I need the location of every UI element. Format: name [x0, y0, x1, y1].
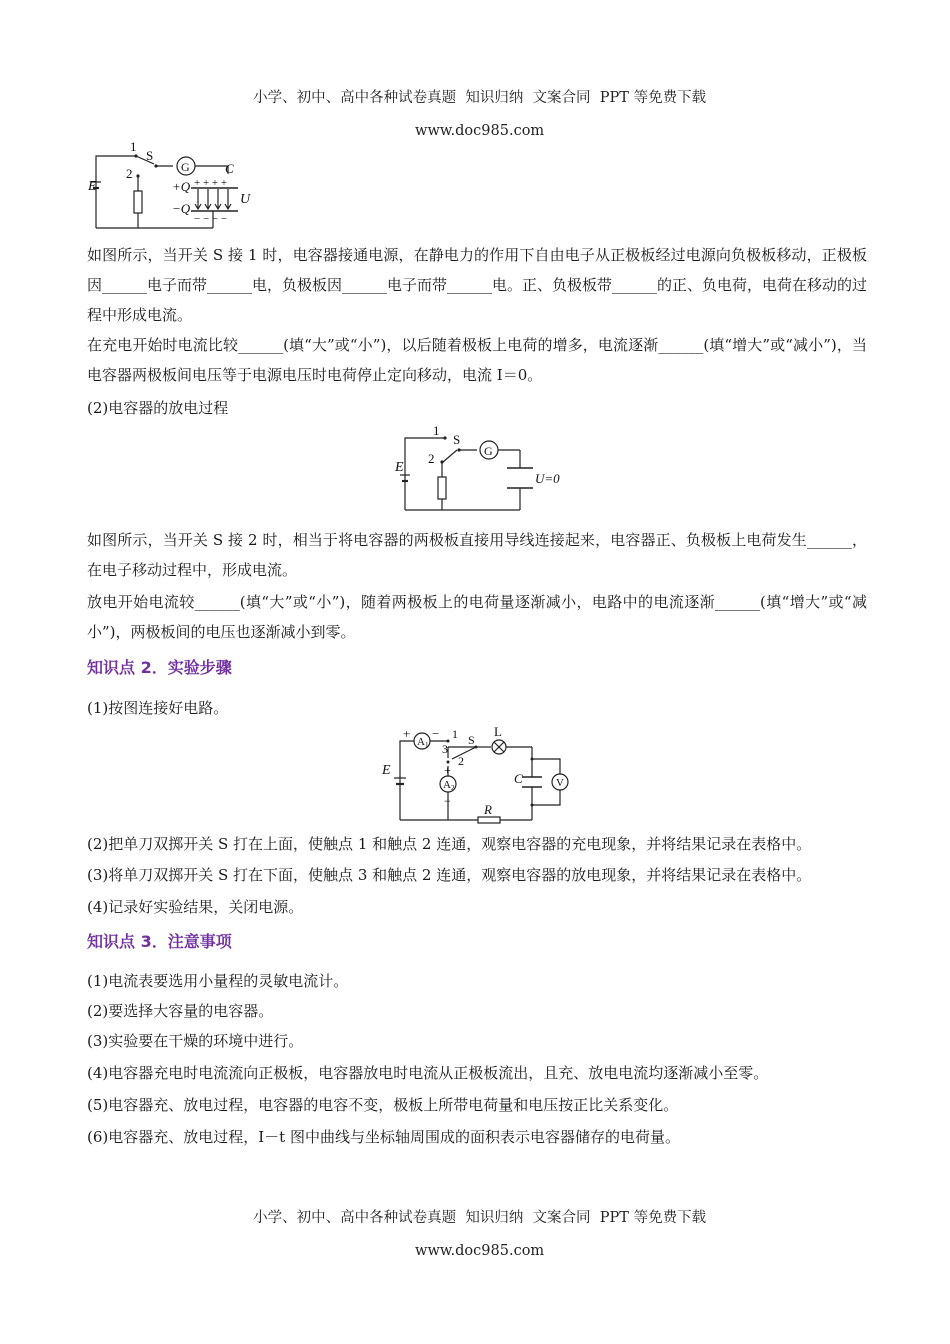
- header-url: www.doc985.com: [415, 123, 545, 139]
- note-6: (6)电容器充、放电过程，I－t 图中曲线与坐标轴周围成的面积表示电容器储存的电荷量。: [87, 1128, 680, 1146]
- header-text: 小学、初中、高中各种试卷真题 知识归纳 文案合同 PPT 等免费下载: [253, 90, 707, 106]
- resistor-label: R: [484, 802, 492, 817]
- step-1: (1)按图连接好电路。: [87, 699, 229, 717]
- fig3-contact-3: 3: [442, 742, 448, 756]
- note-2: (2)要选择大容量的电容器。: [87, 1002, 274, 1020]
- a1-plus-terminal: +: [403, 726, 411, 741]
- note-3: (3)实验要在干燥的环境中进行。: [87, 1032, 304, 1050]
- fig2-voltage-label: U=0: [535, 471, 560, 486]
- fig3-switch-label: S: [468, 733, 475, 747]
- step-3: (3)将单刀双掷开关 S 打在下面，使触点 3 和触点 2 连通，观察电容器的放电现象，并将结果记录在表格中。: [87, 866, 812, 884]
- section-3-heading: 知识点 3．注意事项: [87, 932, 232, 951]
- charging-current-paragraph: 在充电开始时电流比较______(填“大”或“小”)，以后随着极板上电荷的增多，电流逐渐______(填“增大”或“减小”)，当电容器两极板间电压等于电源电压时电荷停止定向移动，电流 I＝0。: [87, 336, 867, 384]
- fig2-contact-1: 1: [433, 423, 440, 438]
- a2-minus-terminal: −: [444, 794, 451, 808]
- fig3-contact-1: 1: [452, 727, 458, 741]
- fig3-contact-2: 2: [458, 754, 464, 768]
- charging-paragraph: 如图所示，当开关 S 接 1 时，电容器接通电源，在静电力的作用下自由电子从正极板经过电源向负极板移动，正极板因______电子而带______电，负极板因______电子而带______电。正、负极板带______的正、负电荷，电荷在移动的过程中形成电流。: [87, 246, 868, 324]
- voltmeter-symbol: V: [556, 777, 564, 789]
- charging-circuit-diagram: [88, 138, 263, 238]
- footer-url: www.doc985.com: [415, 1243, 545, 1259]
- fig2-contact-2: 2: [428, 451, 435, 466]
- fig1-voltage-label: U: [240, 192, 251, 207]
- fig1-capacitor-label: C: [225, 161, 234, 176]
- negative-charge-label: −Q: [172, 201, 191, 216]
- galvanometer-symbol: G: [181, 160, 190, 174]
- discharge-current-paragraph: 放电开始电流较______(填“大”或“小”)，随着两极板上的电荷量逐渐减小，电路中的电流逐渐______(填“增大”或“减小”)，两极板间的电压也逐渐减小到零。: [87, 593, 867, 641]
- a1-minus-terminal: −: [432, 726, 440, 741]
- plate-plus-signs: + + + +: [194, 177, 228, 189]
- fig3-source-label: E: [382, 763, 391, 778]
- discharge-title: (2)电容器的放电过程: [87, 399, 229, 417]
- fig3-capacitor-label: C: [514, 771, 523, 786]
- a2-plus-terminal: +: [444, 763, 451, 777]
- step-2: (2)把单刀双掷开关 S 打在上面，使触点 1 和触点 2 连通，观察电容器的充电现象，并将结果记录在表格中。: [87, 835, 812, 853]
- ammeter-a2-symbol: A2: [443, 779, 455, 792]
- note-5: (5)电容器充、放电过程，电容器的电容不变，极板上所带电荷量和电压按正比关系变化。: [87, 1096, 679, 1114]
- section-2-heading: 知识点 2．实验步骤: [87, 658, 232, 677]
- positive-charge-label: +Q: [172, 179, 191, 194]
- fig2-switch-label: S: [453, 432, 461, 447]
- fig1-source-label: E: [88, 179, 97, 194]
- plate-minus-signs: − − − −: [194, 213, 228, 225]
- page-footer: [0, 1190, 950, 1259]
- note-1: (1)电流表要选用小量程的灵敏电流计。: [87, 972, 349, 990]
- fig2-source-label: E: [395, 460, 404, 475]
- ammeter-a1-symbol: A1: [417, 736, 429, 749]
- discharging-circuit-diagram: [395, 425, 575, 515]
- fig2-galvanometer-symbol: G: [484, 444, 493, 458]
- fig1-contact-2: 2: [126, 166, 133, 181]
- fig1-switch-label: S: [146, 148, 154, 163]
- note-4: (4)电容器充电时电流流向正极板，电容器放电时电流从正极板流出，且充、放电电流均逐渐减小至零。: [87, 1064, 769, 1082]
- fig1-contact-1: 1: [130, 139, 137, 154]
- page-header: [0, 70, 950, 139]
- step-4: (4)记录好实验结果，关闭电源。: [87, 898, 304, 916]
- footer-text: 小学、初中、高中各种试卷真题 知识归纳 文案合同 PPT 等免费下载: [253, 1210, 707, 1226]
- discharge-paragraph: 如图所示，当开关 S 接 2 时，相当于将电容器的两极板直接用导线连接起来，电容器正、负极板上电荷发生______，在电子移动过程中，形成电流。: [87, 531, 867, 579]
- lamp-label: L: [494, 724, 502, 739]
- experiment-circuit-diagram: [380, 725, 580, 825]
